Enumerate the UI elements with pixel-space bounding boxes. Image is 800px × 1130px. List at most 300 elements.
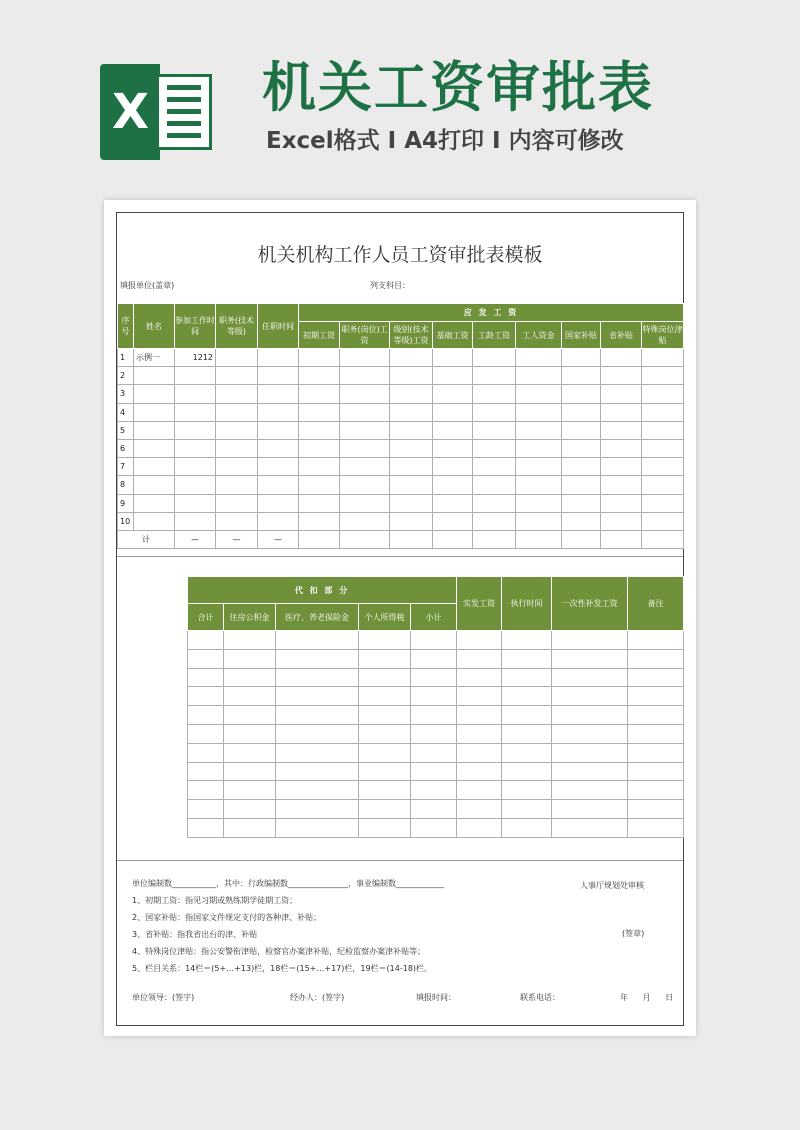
table-cell[interactable] — [224, 724, 276, 743]
table-cell[interactable] — [299, 476, 340, 494]
table-cell[interactable] — [552, 724, 628, 743]
table-cell[interactable] — [216, 403, 258, 421]
table-cell[interactable] — [276, 706, 359, 725]
total-row — [118, 530, 684, 548]
excel-logo-icon — [100, 64, 212, 160]
note-item: 1、初期工资：指见习期或熟练期学徒期工资； — [132, 896, 298, 905]
table-cell[interactable] — [433, 512, 473, 530]
header-special: 特殊岗位津贴 — [642, 322, 684, 349]
table-cell[interactable] — [188, 687, 224, 706]
table-cell[interactable] — [473, 403, 516, 421]
table-cell[interactable] — [276, 668, 359, 687]
table-cell[interactable] — [359, 706, 411, 725]
table-cell[interactable] — [299, 421, 340, 439]
table-cell[interactable] — [502, 762, 552, 781]
table-cell[interactable] — [340, 421, 390, 439]
table-cell[interactable] — [216, 349, 258, 367]
table-cell[interactable] — [516, 439, 562, 457]
total-label: 计 — [118, 530, 175, 548]
join-time-cell[interactable] — [175, 421, 216, 439]
table-cell[interactable] — [258, 403, 299, 421]
table-cell[interactable] — [502, 724, 552, 743]
table-cell[interactable] — [411, 743, 457, 762]
table-cell[interactable] — [433, 494, 473, 512]
table-cell[interactable] — [457, 743, 502, 762]
table-cell[interactable] — [562, 403, 601, 421]
deduction-table — [187, 576, 684, 838]
table-cell[interactable] — [562, 421, 601, 439]
table-cell[interactable] — [601, 530, 642, 548]
table-cell[interactable] — [224, 649, 276, 668]
name-cell[interactable] — [134, 385, 175, 403]
table-cell[interactable] — [276, 762, 359, 781]
table-cell[interactable] — [390, 385, 433, 403]
header-name: 姓名 — [134, 304, 175, 349]
table-cell[interactable] — [516, 512, 562, 530]
table-cell[interactable] — [473, 421, 516, 439]
table-cell[interactable] — [552, 743, 628, 762]
table-cell[interactable] — [457, 668, 502, 687]
table-cell[interactable] — [502, 706, 552, 725]
table-cell[interactable] — [601, 476, 642, 494]
table-cell[interactable] — [628, 781, 684, 800]
table-cell[interactable] — [433, 385, 473, 403]
table-cell[interactable] — [224, 781, 276, 800]
total-dash: — — [175, 530, 216, 548]
table-cell[interactable] — [299, 458, 340, 476]
table-cell[interactable] — [224, 706, 276, 725]
table-cell[interactable] — [188, 668, 224, 687]
table-cell[interactable] — [390, 530, 433, 548]
table-cell[interactable] — [276, 781, 359, 800]
table-cell[interactable] — [188, 706, 224, 725]
table-cell[interactable] — [359, 762, 411, 781]
table-row — [118, 476, 684, 494]
table-cell[interactable] — [224, 631, 276, 650]
table-cell[interactable] — [433, 349, 473, 367]
table-cell[interactable] — [216, 494, 258, 512]
row-number: 5 — [118, 421, 134, 439]
table-cell[interactable] — [340, 403, 390, 421]
table-cell[interactable] — [552, 800, 628, 819]
table-cell[interactable] — [473, 458, 516, 476]
table-cell[interactable] — [457, 762, 502, 781]
table-cell[interactable] — [473, 349, 516, 367]
join-time-cell[interactable] — [175, 403, 216, 421]
join-time-cell[interactable] — [175, 512, 216, 530]
banner-subtitle: Excel格式 I A4打印 I 内容可修改 — [266, 128, 624, 154]
logo-letter: X — [112, 84, 150, 140]
table-cell[interactable] — [642, 458, 684, 476]
table-cell[interactable] — [601, 439, 642, 457]
total-dash: — — [258, 530, 299, 548]
table-cell[interactable] — [390, 476, 433, 494]
table-cell[interactable] — [411, 818, 457, 837]
table-cell[interactable] — [299, 494, 340, 512]
table-cell[interactable] — [224, 668, 276, 687]
table-cell[interactable] — [457, 631, 502, 650]
header-tenure: 任职时间 — [258, 304, 299, 349]
table-cell[interactable] — [390, 367, 433, 385]
table-cell[interactable] — [340, 349, 390, 367]
table-cell[interactable] — [340, 439, 390, 457]
table-cell[interactable] — [188, 631, 224, 650]
table-row — [118, 439, 684, 457]
table-cell[interactable] — [276, 743, 359, 762]
table-cell[interactable] — [457, 781, 502, 800]
table-cell[interactable] — [628, 818, 684, 837]
table-cell[interactable] — [457, 706, 502, 725]
join-time-cell[interactable] — [175, 367, 216, 385]
table-cell[interactable] — [433, 439, 473, 457]
name-cell[interactable] — [134, 476, 175, 494]
table-cell[interactable] — [299, 403, 340, 421]
table-cell[interactable] — [552, 668, 628, 687]
table-cell[interactable] — [562, 476, 601, 494]
table-cell[interactable] — [552, 818, 628, 837]
table-cell[interactable] — [390, 421, 433, 439]
table-cell[interactable] — [457, 818, 502, 837]
table-cell[interactable] — [411, 762, 457, 781]
hr-review-label: 人事厅规划处审核 — [580, 881, 644, 890]
table-cell[interactable] — [552, 706, 628, 725]
table-cell[interactable] — [642, 494, 684, 512]
table-cell[interactable] — [276, 649, 359, 668]
table-cell[interactable] — [552, 762, 628, 781]
row-number: 4 — [118, 403, 134, 421]
row-number: 10 — [118, 512, 134, 530]
row-number: 1 — [118, 349, 134, 367]
table-cell[interactable] — [359, 724, 411, 743]
header-duty: 职务(岗位)工资 — [340, 322, 390, 349]
date-filled-label: 填报时间： — [416, 993, 456, 1002]
table-cell[interactable] — [642, 512, 684, 530]
join-time-cell[interactable]: 1212 — [175, 349, 216, 367]
table-cell[interactable] — [340, 512, 390, 530]
header-grade: 级别(技术等级)工资 — [390, 322, 433, 349]
table-cell[interactable] — [276, 724, 359, 743]
table-cell[interactable] — [188, 800, 224, 819]
header-lump-sum: 一次性补发工资 — [552, 577, 628, 631]
table-cell[interactable] — [642, 530, 684, 548]
table-cell[interactable] — [340, 367, 390, 385]
table-cell[interactable] — [188, 743, 224, 762]
header-base: 基础工资 — [433, 322, 473, 349]
table-cell[interactable] — [411, 649, 457, 668]
header-remark: 备注 — [628, 577, 684, 631]
handler-signature: 经办人：(签字) — [290, 993, 345, 1002]
name-cell[interactable] — [134, 421, 175, 439]
table-cell[interactable] — [258, 476, 299, 494]
table-cell[interactable] — [502, 668, 552, 687]
table-row — [188, 743, 684, 762]
table-cell[interactable] — [224, 687, 276, 706]
table-cell[interactable] — [390, 512, 433, 530]
join-time-cell[interactable] — [175, 385, 216, 403]
table-cell[interactable] — [601, 403, 642, 421]
table-row — [188, 762, 684, 781]
table-row — [188, 781, 684, 800]
table-cell[interactable] — [552, 631, 628, 650]
table-cell[interactable] — [359, 781, 411, 800]
table-cell[interactable] — [601, 385, 642, 403]
table-cell[interactable] — [340, 458, 390, 476]
table-row — [118, 421, 684, 439]
table-cell[interactable] — [516, 494, 562, 512]
table-cell[interactable] — [516, 403, 562, 421]
table-cell[interactable] — [628, 724, 684, 743]
table-cell[interactable] — [642, 349, 684, 367]
leader-signature: 单位领导：(签字) — [132, 993, 195, 1002]
table-cell[interactable] — [516, 476, 562, 494]
table-cell[interactable] — [258, 439, 299, 457]
table-cell[interactable] — [473, 530, 516, 548]
table-cell[interactable] — [433, 458, 473, 476]
row-number: 2 — [118, 367, 134, 385]
document-title: 机关机构工作人员工资审批表模板 — [257, 244, 543, 266]
table-cell[interactable] — [552, 781, 628, 800]
table-cell[interactable] — [258, 385, 299, 403]
table-cell[interactable] — [457, 800, 502, 819]
table-cell[interactable] — [299, 530, 340, 548]
header-join-time: 参加工作时间 — [175, 304, 216, 349]
table-cell[interactable] — [390, 439, 433, 457]
table-cell[interactable] — [340, 385, 390, 403]
table-cell[interactable] — [411, 706, 457, 725]
join-time-cell[interactable] — [175, 458, 216, 476]
note-item: 4、特殊岗位津贴：指公安警衔津贴，检察官办案津补贴，纪检监察办案津补贴等； — [132, 947, 426, 956]
table-cell[interactable] — [299, 439, 340, 457]
table-cell[interactable] — [411, 631, 457, 650]
header-position: 职务(技术等级) — [216, 304, 258, 349]
table-row — [188, 668, 684, 687]
seal-label: (签章) — [622, 929, 645, 938]
row-number: 3 — [118, 385, 134, 403]
header-income-tax: 个人所得税 — [359, 604, 411, 631]
note-item: 2、国家补贴：指国家文件规定支付的各种津、补贴； — [132, 913, 322, 922]
table-cell[interactable] — [188, 649, 224, 668]
table-cell[interactable] — [628, 649, 684, 668]
table-cell[interactable] — [642, 385, 684, 403]
table-cell[interactable] — [188, 724, 224, 743]
table-cell[interactable] — [299, 512, 340, 530]
name-cell[interactable] — [134, 367, 175, 385]
table-cell[interactable] — [628, 800, 684, 819]
table-cell[interactable] — [433, 421, 473, 439]
table-cell[interactable] — [562, 530, 601, 548]
table-cell[interactable] — [562, 367, 601, 385]
name-cell[interactable] — [134, 403, 175, 421]
table-row — [188, 649, 684, 668]
header-subtotal: 小计 — [411, 604, 457, 631]
table-cell[interactable] — [276, 800, 359, 819]
table-cell[interactable] — [473, 512, 516, 530]
table-cell[interactable] — [562, 494, 601, 512]
table-cell[interactable] — [642, 476, 684, 494]
table-cell[interactable] — [411, 687, 457, 706]
table-cell[interactable] — [216, 439, 258, 457]
table-row — [188, 706, 684, 725]
table-cell[interactable] — [628, 631, 684, 650]
table-cell[interactable] — [628, 706, 684, 725]
table-row — [188, 800, 684, 819]
table-cell[interactable] — [473, 367, 516, 385]
table-cell[interactable] — [516, 385, 562, 403]
join-time-cell[interactable] — [175, 494, 216, 512]
table-cell[interactable] — [457, 687, 502, 706]
table-cell[interactable] — [473, 494, 516, 512]
table-cell[interactable] — [552, 649, 628, 668]
phone-label: 联系电话： — [520, 993, 560, 1002]
table-cell[interactable] — [628, 762, 684, 781]
table-cell[interactable] — [359, 800, 411, 819]
row-number: 9 — [118, 494, 134, 512]
table-cell[interactable] — [502, 631, 552, 650]
table-cell[interactable] — [502, 818, 552, 837]
table-cell[interactable] — [258, 349, 299, 367]
table-row — [188, 631, 684, 650]
table-cell[interactable] — [516, 349, 562, 367]
table-cell[interactable] — [390, 403, 433, 421]
header-exec-time: 执行时间 — [502, 577, 552, 631]
table-cell[interactable] — [411, 724, 457, 743]
header-sum: 合计 — [188, 604, 224, 631]
name-cell[interactable]: 示例一 — [134, 349, 175, 367]
table-cell[interactable] — [628, 687, 684, 706]
table-cell[interactable] — [411, 800, 457, 819]
table-cell[interactable] — [601, 349, 642, 367]
table-cell[interactable] — [188, 818, 224, 837]
table-cell[interactable] — [601, 512, 642, 530]
table-cell[interactable] — [340, 530, 390, 548]
table-cell[interactable] — [601, 494, 642, 512]
table-cell[interactable] — [516, 530, 562, 548]
table-cell[interactable] — [359, 631, 411, 650]
table-cell[interactable] — [299, 385, 340, 403]
table-cell[interactable] — [390, 494, 433, 512]
table-cell[interactable] — [433, 367, 473, 385]
table-cell[interactable] — [276, 631, 359, 650]
table-cell[interactable] — [258, 494, 299, 512]
table-cell[interactable] — [390, 458, 433, 476]
table-cell[interactable] — [552, 687, 628, 706]
table-cell[interactable] — [457, 649, 502, 668]
table-cell[interactable] — [224, 762, 276, 781]
table-cell[interactable] — [473, 439, 516, 457]
table-cell[interactable] — [562, 349, 601, 367]
table-cell[interactable] — [516, 458, 562, 476]
table-cell[interactable] — [188, 781, 224, 800]
table-cell[interactable] — [457, 724, 502, 743]
table-cell[interactable] — [359, 818, 411, 837]
table-cell[interactable] — [642, 439, 684, 457]
name-cell[interactable] — [134, 458, 175, 476]
join-time-cell[interactable] — [175, 476, 216, 494]
table-cell[interactable] — [562, 439, 601, 457]
table-cell[interactable] — [516, 421, 562, 439]
table-cell[interactable] — [642, 367, 684, 385]
table-cell[interactable] — [562, 512, 601, 530]
table-cell[interactable] — [188, 762, 224, 781]
subject-label: 列支科目： — [370, 281, 410, 290]
document-page — [104, 200, 696, 1036]
table-cell[interactable] — [433, 403, 473, 421]
table-cell[interactable] — [642, 421, 684, 439]
table-cell[interactable] — [433, 530, 473, 548]
row-number: 7 — [118, 458, 134, 476]
name-cell[interactable] — [134, 494, 175, 512]
table-cell[interactable] — [502, 649, 552, 668]
table-cell[interactable] — [502, 781, 552, 800]
table-cell[interactable] — [601, 367, 642, 385]
table-cell[interactable] — [433, 476, 473, 494]
table-cell[interactable] — [258, 512, 299, 530]
table-cell[interactable] — [562, 385, 601, 403]
table-cell[interactable] — [216, 512, 258, 530]
table-cell[interactable] — [411, 668, 457, 687]
table-cell[interactable] — [390, 349, 433, 367]
table-cell[interactable] — [216, 476, 258, 494]
table-cell[interactable] — [359, 668, 411, 687]
header-initial: 初期工资 — [299, 322, 340, 349]
table-cell[interactable] — [299, 349, 340, 367]
table-cell[interactable] — [216, 421, 258, 439]
table-cell[interactable] — [276, 818, 359, 837]
header-national: 国家补贴 — [562, 322, 601, 349]
header-net-pay: 实发工资 — [457, 577, 502, 631]
table-cell[interactable] — [502, 800, 552, 819]
table-cell[interactable] — [224, 818, 276, 837]
table-cell[interactable] — [601, 421, 642, 439]
table-cell[interactable] — [628, 668, 684, 687]
note-item: 5、栏目关系：14栏＝(5+…+13)栏，18栏＝(15+…+17)栏，19栏＝(14-18)栏。 — [132, 964, 433, 973]
table-cell[interactable] — [299, 367, 340, 385]
table-cell[interactable] — [601, 458, 642, 476]
table-row — [118, 494, 684, 512]
name-cell[interactable] — [134, 439, 175, 457]
table-cell[interactable] — [258, 458, 299, 476]
salary-table — [117, 303, 684, 549]
table-cell[interactable] — [359, 649, 411, 668]
table-cell[interactable] — [642, 403, 684, 421]
table-cell[interactable] — [473, 476, 516, 494]
table-cell[interactable] — [216, 367, 258, 385]
name-cell[interactable] — [134, 512, 175, 530]
table-cell[interactable] — [340, 494, 390, 512]
table-cell[interactable] — [359, 687, 411, 706]
table-cell[interactable] — [411, 781, 457, 800]
table-cell[interactable] — [258, 421, 299, 439]
table-cell[interactable] — [224, 800, 276, 819]
table-cell[interactable] — [502, 687, 552, 706]
table-cell[interactable] — [473, 385, 516, 403]
table-cell[interactable] — [562, 458, 601, 476]
table-cell[interactable] — [224, 743, 276, 762]
table-cell[interactable] — [628, 743, 684, 762]
table-cell[interactable] — [502, 743, 552, 762]
table-cell[interactable] — [258, 367, 299, 385]
table-cell[interactable] — [216, 458, 258, 476]
table-cell[interactable] — [216, 385, 258, 403]
table-cell[interactable] — [516, 367, 562, 385]
table-cell[interactable] — [276, 687, 359, 706]
table-cell[interactable] — [340, 476, 390, 494]
table-cell[interactable] — [359, 743, 411, 762]
date-ymd: 年 月 日 — [620, 993, 674, 1002]
join-time-cell[interactable] — [175, 439, 216, 457]
table-row — [188, 818, 684, 837]
header-housing: 住房公积金 — [224, 604, 276, 631]
